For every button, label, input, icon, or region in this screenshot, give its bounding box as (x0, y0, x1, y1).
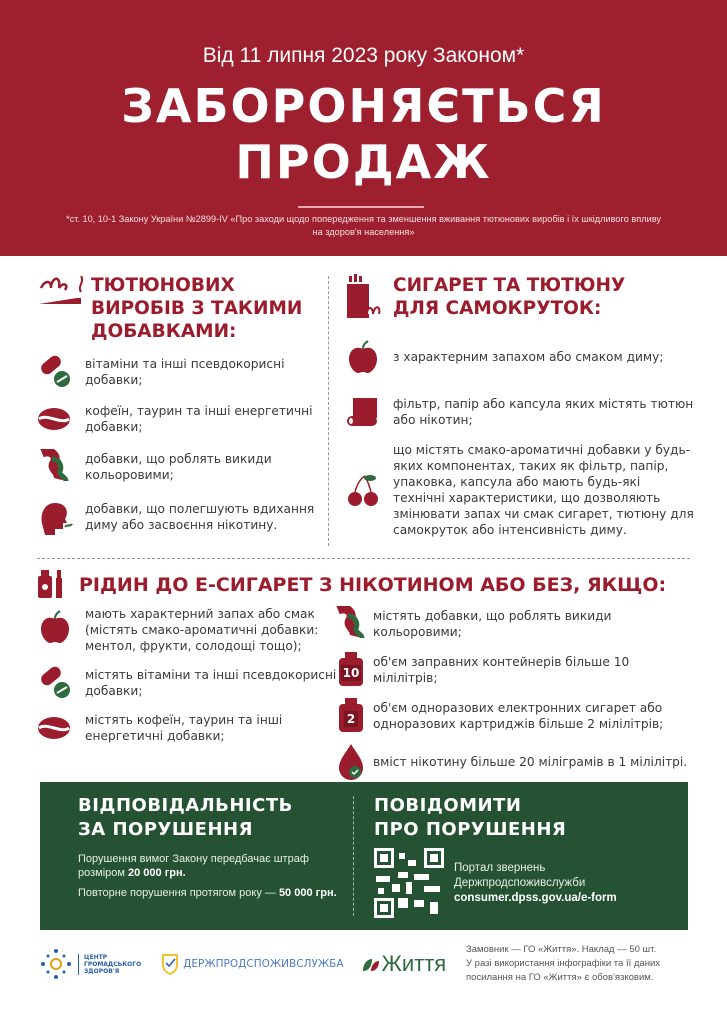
liability-block (78, 794, 348, 900)
colored-smoke-icon (38, 449, 72, 485)
portal-line: Портал звернень (454, 861, 546, 874)
eliquid-bottle-icon (37, 570, 71, 600)
headline (0, 78, 727, 190)
liability-title (78, 794, 348, 842)
title-line: ТЮТЮНОВИХ (91, 275, 235, 296)
coffee-bean-icon (38, 712, 72, 744)
headline-line: ПРОДАЖ (235, 135, 492, 189)
cigarettes-title (393, 274, 625, 322)
repeat-fine-text (78, 886, 348, 900)
title-line: СИГАРЕТ ТА ТЮТЮНУ (393, 275, 626, 296)
logo-line: ГРОМАДСЬКОГО (84, 960, 142, 968)
list-item (333, 744, 693, 780)
zhyttia-logo-text: Життя (381, 951, 447, 976)
inhale-head-icon (37, 499, 73, 535)
dpss-logo-text: ДЕРЖПРОДСПОЖИВСЛУЖБА (183, 958, 344, 970)
footer-logos (40, 948, 446, 980)
tobacco-header (37, 274, 322, 343)
header-subtitle: Від 11 липня 2023 року Законом* (202, 44, 525, 67)
fine-amount: 20 000 грн. (128, 867, 186, 879)
list-item (345, 340, 695, 374)
list-item (37, 499, 322, 535)
cigarette-leaves-icon (37, 274, 87, 324)
public-health-center-logo (40, 948, 72, 980)
fine-text (78, 852, 348, 880)
item-text: фільтр, папір або капсула яких містять тютюн або нікотин; (393, 397, 694, 427)
title-line: ДЛЯ САМОКРУТОК: (393, 298, 602, 319)
report-title (374, 794, 674, 842)
coffee-bean-icon (38, 403, 72, 435)
public-health-center-text (78, 954, 141, 975)
item-text: що містять смако-ароматичні добавки у будь-яких компонентах, таких як фільтр, папір, упаковка, капсула або мають будь-які технічні характеристики, що дозволяють змінювати запах чи смак сигарет, тютюну для самокруток або інтенсивність диму. (393, 443, 694, 537)
list-item (37, 606, 337, 654)
portal-line: Держпродспоживслужби (454, 876, 586, 889)
cigarette-pack-icon (345, 274, 387, 322)
logo-line: ЦЕНТР (84, 953, 108, 961)
list-item (333, 698, 693, 734)
pills-icon (38, 666, 72, 700)
title-line: ЗА ПОРУШЕННЯ (78, 819, 253, 840)
item-text: вітаміни та інші псевдокорисні добавки; (85, 357, 285, 387)
list-item (345, 442, 695, 538)
section-divider (37, 558, 690, 559)
item-text: кофеїн, таурин та інші енергетичні добавки; (85, 404, 313, 434)
liquids-title: РІДИН ДО Е-СИГАРЕТ З НІКОТИНОМ АБО БЕЗ, ЯКЩО: (79, 573, 667, 596)
item-text: містять кофеїн, таурин та інші енергетичні добавки; (85, 713, 283, 743)
pills-icon (38, 355, 72, 389)
footer-note (466, 943, 660, 985)
fine-text-2: Повторне порушення протягом року — (78, 887, 279, 899)
liquids-left-list (37, 606, 337, 780)
list-item (37, 449, 322, 485)
list-item (37, 355, 322, 389)
divider (298, 206, 424, 208)
tobacco-title (91, 274, 302, 343)
item-text: містять вітаміни та інші псевдокорисні добавки; (85, 668, 337, 698)
fine-text-1: Порушення вимог Закону передбачає штраф розміром (78, 853, 309, 879)
bottle-badge: 10 (342, 666, 360, 680)
item-text: добавки, що роблять викиди кольоровими; (85, 452, 272, 482)
panel-divider (353, 796, 354, 916)
liability-report-panel (40, 782, 688, 930)
item-text: добавки, що полегшують вдихання диму або засвоєння нікотину. (85, 502, 315, 532)
apple-icon (39, 610, 71, 650)
apple-icon (347, 340, 379, 374)
repeat-fine-amount: 50 000 грн. (278, 887, 337, 899)
item-text: об'єм одноразових електронних сигарет або одноразових картриджів більше 2 мілілітрів; (373, 701, 664, 731)
list-item (37, 403, 322, 435)
item-text: з характерним запахом або смаком диму; (393, 350, 664, 364)
report-block (374, 794, 674, 918)
headline-line: ЗАБОРОНЯЄТЬСЯ (121, 79, 606, 133)
item-text: містять добавки, що роблять викиди кольоровими; (373, 609, 612, 639)
list-item (333, 652, 693, 688)
tobacco-section (37, 274, 322, 535)
portal-link[interactable]: consumer.dpss.gov.ua/e-form (454, 891, 617, 904)
dpss-shield-logo (161, 953, 179, 975)
law-footnote: *ст. 10, 10-1 Закону України №2899-IV «Про заходи щодо попередження та зменшення вживання тютюнових виробів і їх шкідливого впливу на здоров'я населення» (66, 214, 661, 237)
item-text: мають характерний запах або смак (містять смако-ароматичні добавки: ментол, фрукти, солодощі тощо); (85, 607, 319, 653)
item-text: об'єм заправних контейнерів більше 10 мілілітрів; (373, 655, 630, 685)
portal-info (454, 861, 617, 906)
logo-line: ЗДОРОВ'Я (84, 967, 120, 975)
nicotine-drop-icon (335, 744, 367, 780)
list-item (333, 606, 693, 642)
zhyttia-leaf-logo (362, 955, 380, 973)
title-line: ДОБАВКАМИ: (91, 321, 237, 342)
liquids-section (37, 570, 697, 780)
item-text: вміст нікотину більше 20 міліграмів в 1 мілілітрі. (373, 755, 688, 769)
cherry-icon (346, 472, 380, 508)
column-divider (328, 276, 329, 546)
title-line: ПРО ПОРУШЕННЯ (374, 819, 567, 840)
title-line: ВІДПОВІДАЛЬНІСТЬ (78, 795, 293, 816)
bottle-badge: 2 (344, 711, 358, 727)
colored-smoke-icon (334, 606, 368, 642)
qr-code[interactable] (374, 848, 444, 918)
header-banner (0, 0, 727, 256)
list-item (345, 396, 695, 428)
paper-roll-icon (347, 396, 379, 428)
list-item (37, 666, 337, 700)
liquids-header (37, 570, 697, 600)
note-line: Замовник — ГО «Життя». Наклад — 50 шт. (466, 944, 657, 955)
cigarettes-header (345, 274, 695, 322)
title-line: ВИРОБІВ З ТАКИМИ (91, 298, 303, 319)
title-line: ПОВІДОМИТИ (374, 795, 522, 816)
note-line: У разі використання інфографіки та її даних (466, 958, 661, 969)
cigarettes-section (345, 274, 695, 538)
liquids-right-list (333, 606, 693, 780)
list-item (37, 712, 337, 744)
note-line: посилання на ГО «Життя» є обов'язковим. (466, 972, 654, 983)
